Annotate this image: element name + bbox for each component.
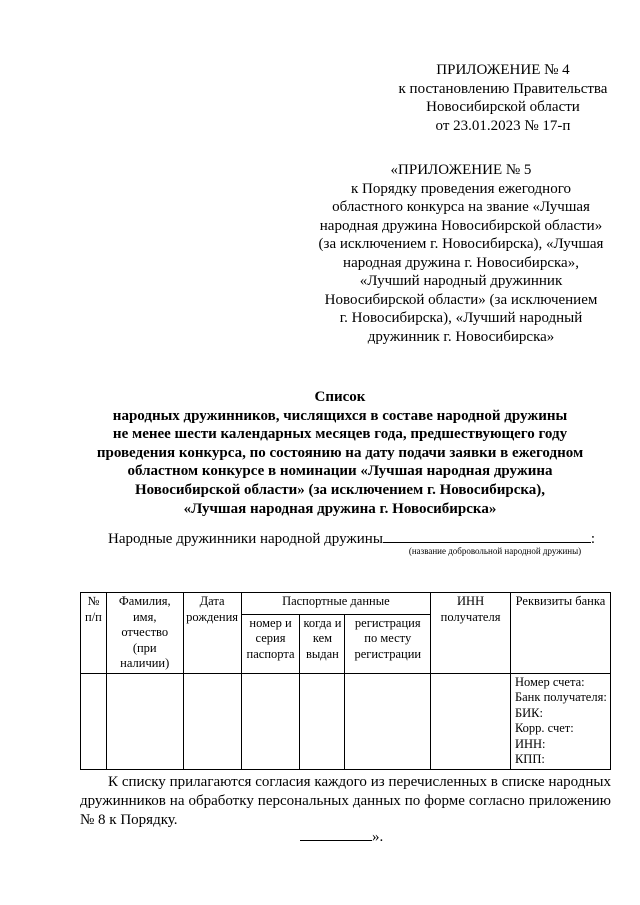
appendix-4-header <box>368 61 638 135</box>
appendix-5-line: «Лучший народный дружинник <box>359 273 563 289</box>
druzhina-name-line <box>108 527 595 548</box>
appendix-5-line: г. Новосибирска), «Лучший народный <box>339 310 583 326</box>
druzhina-name-note: (название добровольной народной дружины) <box>408 546 582 556</box>
appendix-5-line: к Порядку проведения ежегодного <box>351 180 571 197</box>
closing-blank[interactable] <box>300 826 372 841</box>
cell-birth-date[interactable] <box>183 673 241 769</box>
closing-line <box>300 826 383 846</box>
cell-name[interactable] <box>106 673 183 769</box>
appendix-4-line: к постановлению Правительства <box>398 80 608 97</box>
header-num: № п/п <box>81 593 107 674</box>
appendix-5-line: Новосибирской области» (за исключением <box>324 291 598 308</box>
title-line: не менее шести календарных месяцев года, предшествующего году <box>112 426 568 443</box>
appendix-4-line: Новосибирской области <box>426 99 580 115</box>
header-passport-number: номер и серия паспорта <box>241 614 300 673</box>
title-line: Новосибирской области» (за исключением г. Новосибирска), <box>134 481 546 498</box>
cell-passport-number[interactable] <box>241 673 300 769</box>
cell-passport-registration[interactable] <box>345 673 431 769</box>
title-line: Список <box>314 389 366 405</box>
bank-field: ИНН: <box>514 736 546 751</box>
header-inn: ИНН получателя <box>431 593 511 674</box>
bank-field: Номер счета: <box>514 674 585 689</box>
bank-field: Банк получателя: <box>514 690 607 704</box>
druzhina-suffix: : <box>590 531 596 547</box>
title-line: проведения конкурса, по состоянию на дату подачи заявки в ежегодном <box>96 444 584 461</box>
table-row <box>81 673 611 769</box>
bank-field: БИК: <box>514 705 543 720</box>
bank-field: Корр. счет: <box>514 721 574 735</box>
header-name: Фамилия, имя, отчество (при наличии) <box>106 593 183 674</box>
cell-bank-details[interactable] <box>510 673 610 769</box>
druzhina-name-blank[interactable] <box>383 527 591 543</box>
cell-passport-issued[interactable] <box>300 673 345 769</box>
closing-suffix: ». <box>372 829 384 845</box>
document-title <box>80 388 600 518</box>
appendix-5-line: народная дружина Новосибирской области» <box>319 217 603 234</box>
header-passport-registration: регистрация по месту регистрации <box>345 614 431 673</box>
appendix-4-line: ПРИЛОЖЕНИЕ № 4 <box>436 62 570 78</box>
druzhina-label: Народные дружинники народной дружины <box>108 531 383 547</box>
header-bank: Реквизиты банка <box>510 593 610 674</box>
appendix-5-line: народная дружина г. Новосибирска», <box>343 254 579 271</box>
title-line: областном конкурсе в номинации «Лучшая народная дружина <box>127 463 553 480</box>
appendix-5-line: (за исключением г. Новосибирска), «Лучшая <box>318 236 604 252</box>
member-list-table <box>80 592 611 770</box>
appendix-5-header <box>305 161 617 346</box>
consent-text: К списку прилагаются согласия каждого из перечисленных в списке народных дружинников на обработку персональных данных по форме согласно приложению № 8 к Порядку. <box>80 774 611 828</box>
header-passport-issued: когда и кем выдан <box>300 614 345 673</box>
table-header-row <box>81 593 611 615</box>
cell-inn[interactable] <box>431 673 511 769</box>
header-passport: Паспортные данные <box>241 593 431 615</box>
consent-paragraph <box>80 773 611 830</box>
appendix-5-line: областного конкурса на звание «Лучшая <box>332 199 590 215</box>
appendix-4-line: от 23.01.2023 № 17-п <box>435 117 571 134</box>
title-line: «Лучшая народная дружина г. Новосибирска» <box>183 500 497 517</box>
cell-num[interactable] <box>81 673 107 769</box>
title-line: народных дружинников, числящихся в составе народной дружины <box>112 407 568 424</box>
appendix-5-line: дружинник г. Новосибирска» <box>367 328 555 345</box>
header-birth-date: Дата рождения <box>183 593 241 674</box>
appendix-5-line: «ПРИЛОЖЕНИЕ № 5 <box>390 162 532 178</box>
bank-field: КПП: <box>514 752 545 766</box>
